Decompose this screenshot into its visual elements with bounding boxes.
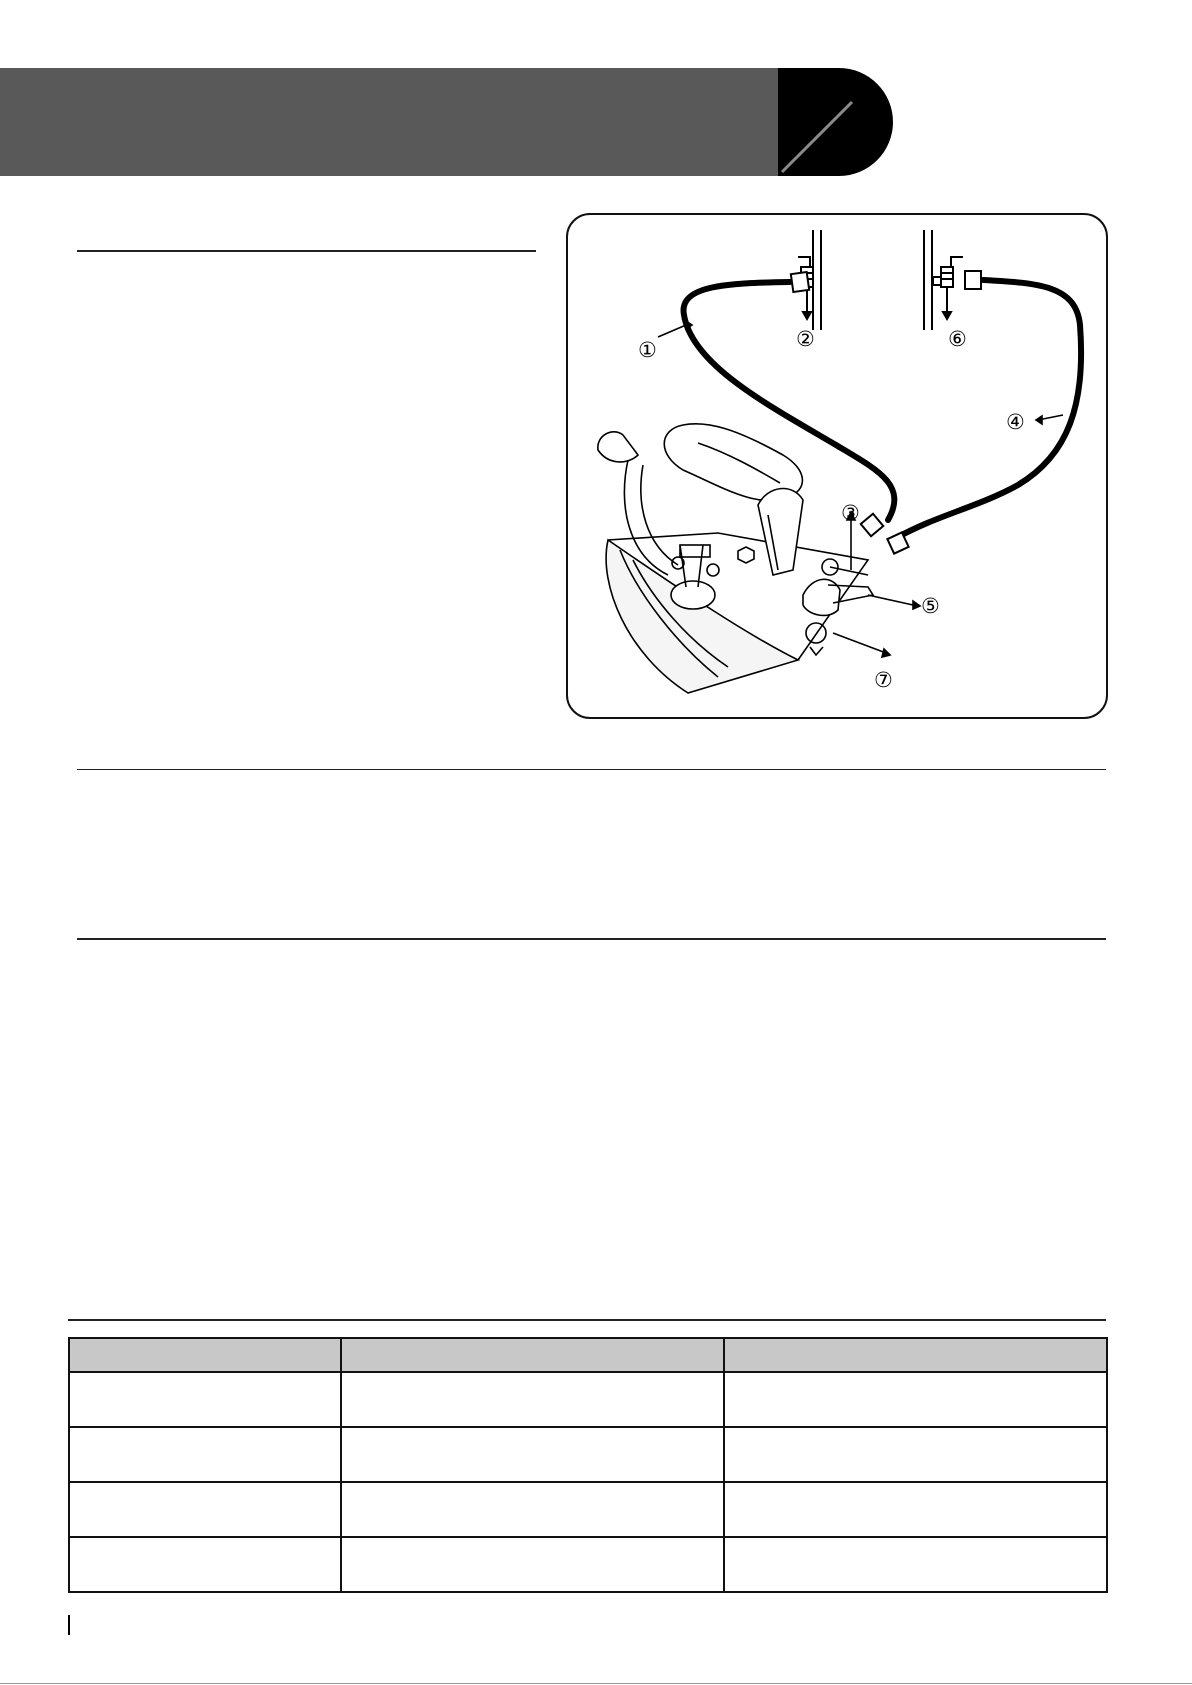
hose-connector bbox=[791, 272, 809, 292]
table-row bbox=[69, 1537, 1107, 1592]
callout-5: ⑤ bbox=[921, 594, 940, 618]
table-cell bbox=[69, 1537, 341, 1592]
hose-connector bbox=[965, 271, 981, 289]
right-steam-valve bbox=[933, 257, 963, 319]
header-banner-cap bbox=[778, 68, 893, 176]
section-divider bbox=[77, 250, 536, 252]
table-header-cell bbox=[69, 1338, 341, 1372]
callout-1: ① bbox=[638, 338, 657, 362]
table-cell bbox=[724, 1482, 1107, 1537]
return-hose-right bbox=[898, 280, 1081, 537]
callout-3: ③ bbox=[841, 501, 860, 525]
iron-diagram-svg bbox=[568, 215, 1106, 717]
table-cell bbox=[724, 1372, 1107, 1427]
callout-7: ⑦ bbox=[874, 668, 893, 692]
table-header-cell bbox=[341, 1338, 724, 1372]
footer-rule bbox=[0, 1683, 1192, 1684]
table-cell bbox=[69, 1427, 341, 1482]
table-cell bbox=[341, 1482, 724, 1537]
steam-iron-illustration bbox=[598, 424, 873, 693]
table-cell bbox=[69, 1482, 341, 1537]
iron-connection-diagram bbox=[566, 213, 1108, 719]
table-row bbox=[69, 1372, 1107, 1427]
page-marker bbox=[68, 1615, 70, 1635]
table-cell bbox=[724, 1427, 1107, 1482]
table-header-row bbox=[69, 1338, 1107, 1372]
table-row bbox=[69, 1482, 1107, 1537]
table-header-cell bbox=[724, 1338, 1107, 1372]
callout-6: ⑥ bbox=[948, 327, 967, 351]
table-top-rule bbox=[68, 1319, 1106, 1321]
specification-table bbox=[68, 1337, 1108, 1593]
header-banner bbox=[0, 68, 780, 176]
callout-4: ④ bbox=[1006, 410, 1025, 434]
section-divider bbox=[77, 769, 1106, 770]
callout-2: ② bbox=[796, 327, 815, 351]
table-cell bbox=[724, 1537, 1107, 1592]
table-cell bbox=[341, 1427, 724, 1482]
table-row bbox=[69, 1427, 1107, 1482]
table-cell bbox=[341, 1537, 724, 1592]
hose-connector bbox=[861, 514, 884, 537]
section-divider bbox=[77, 938, 1106, 940]
table-cell bbox=[69, 1372, 341, 1427]
table-cell bbox=[341, 1372, 724, 1427]
